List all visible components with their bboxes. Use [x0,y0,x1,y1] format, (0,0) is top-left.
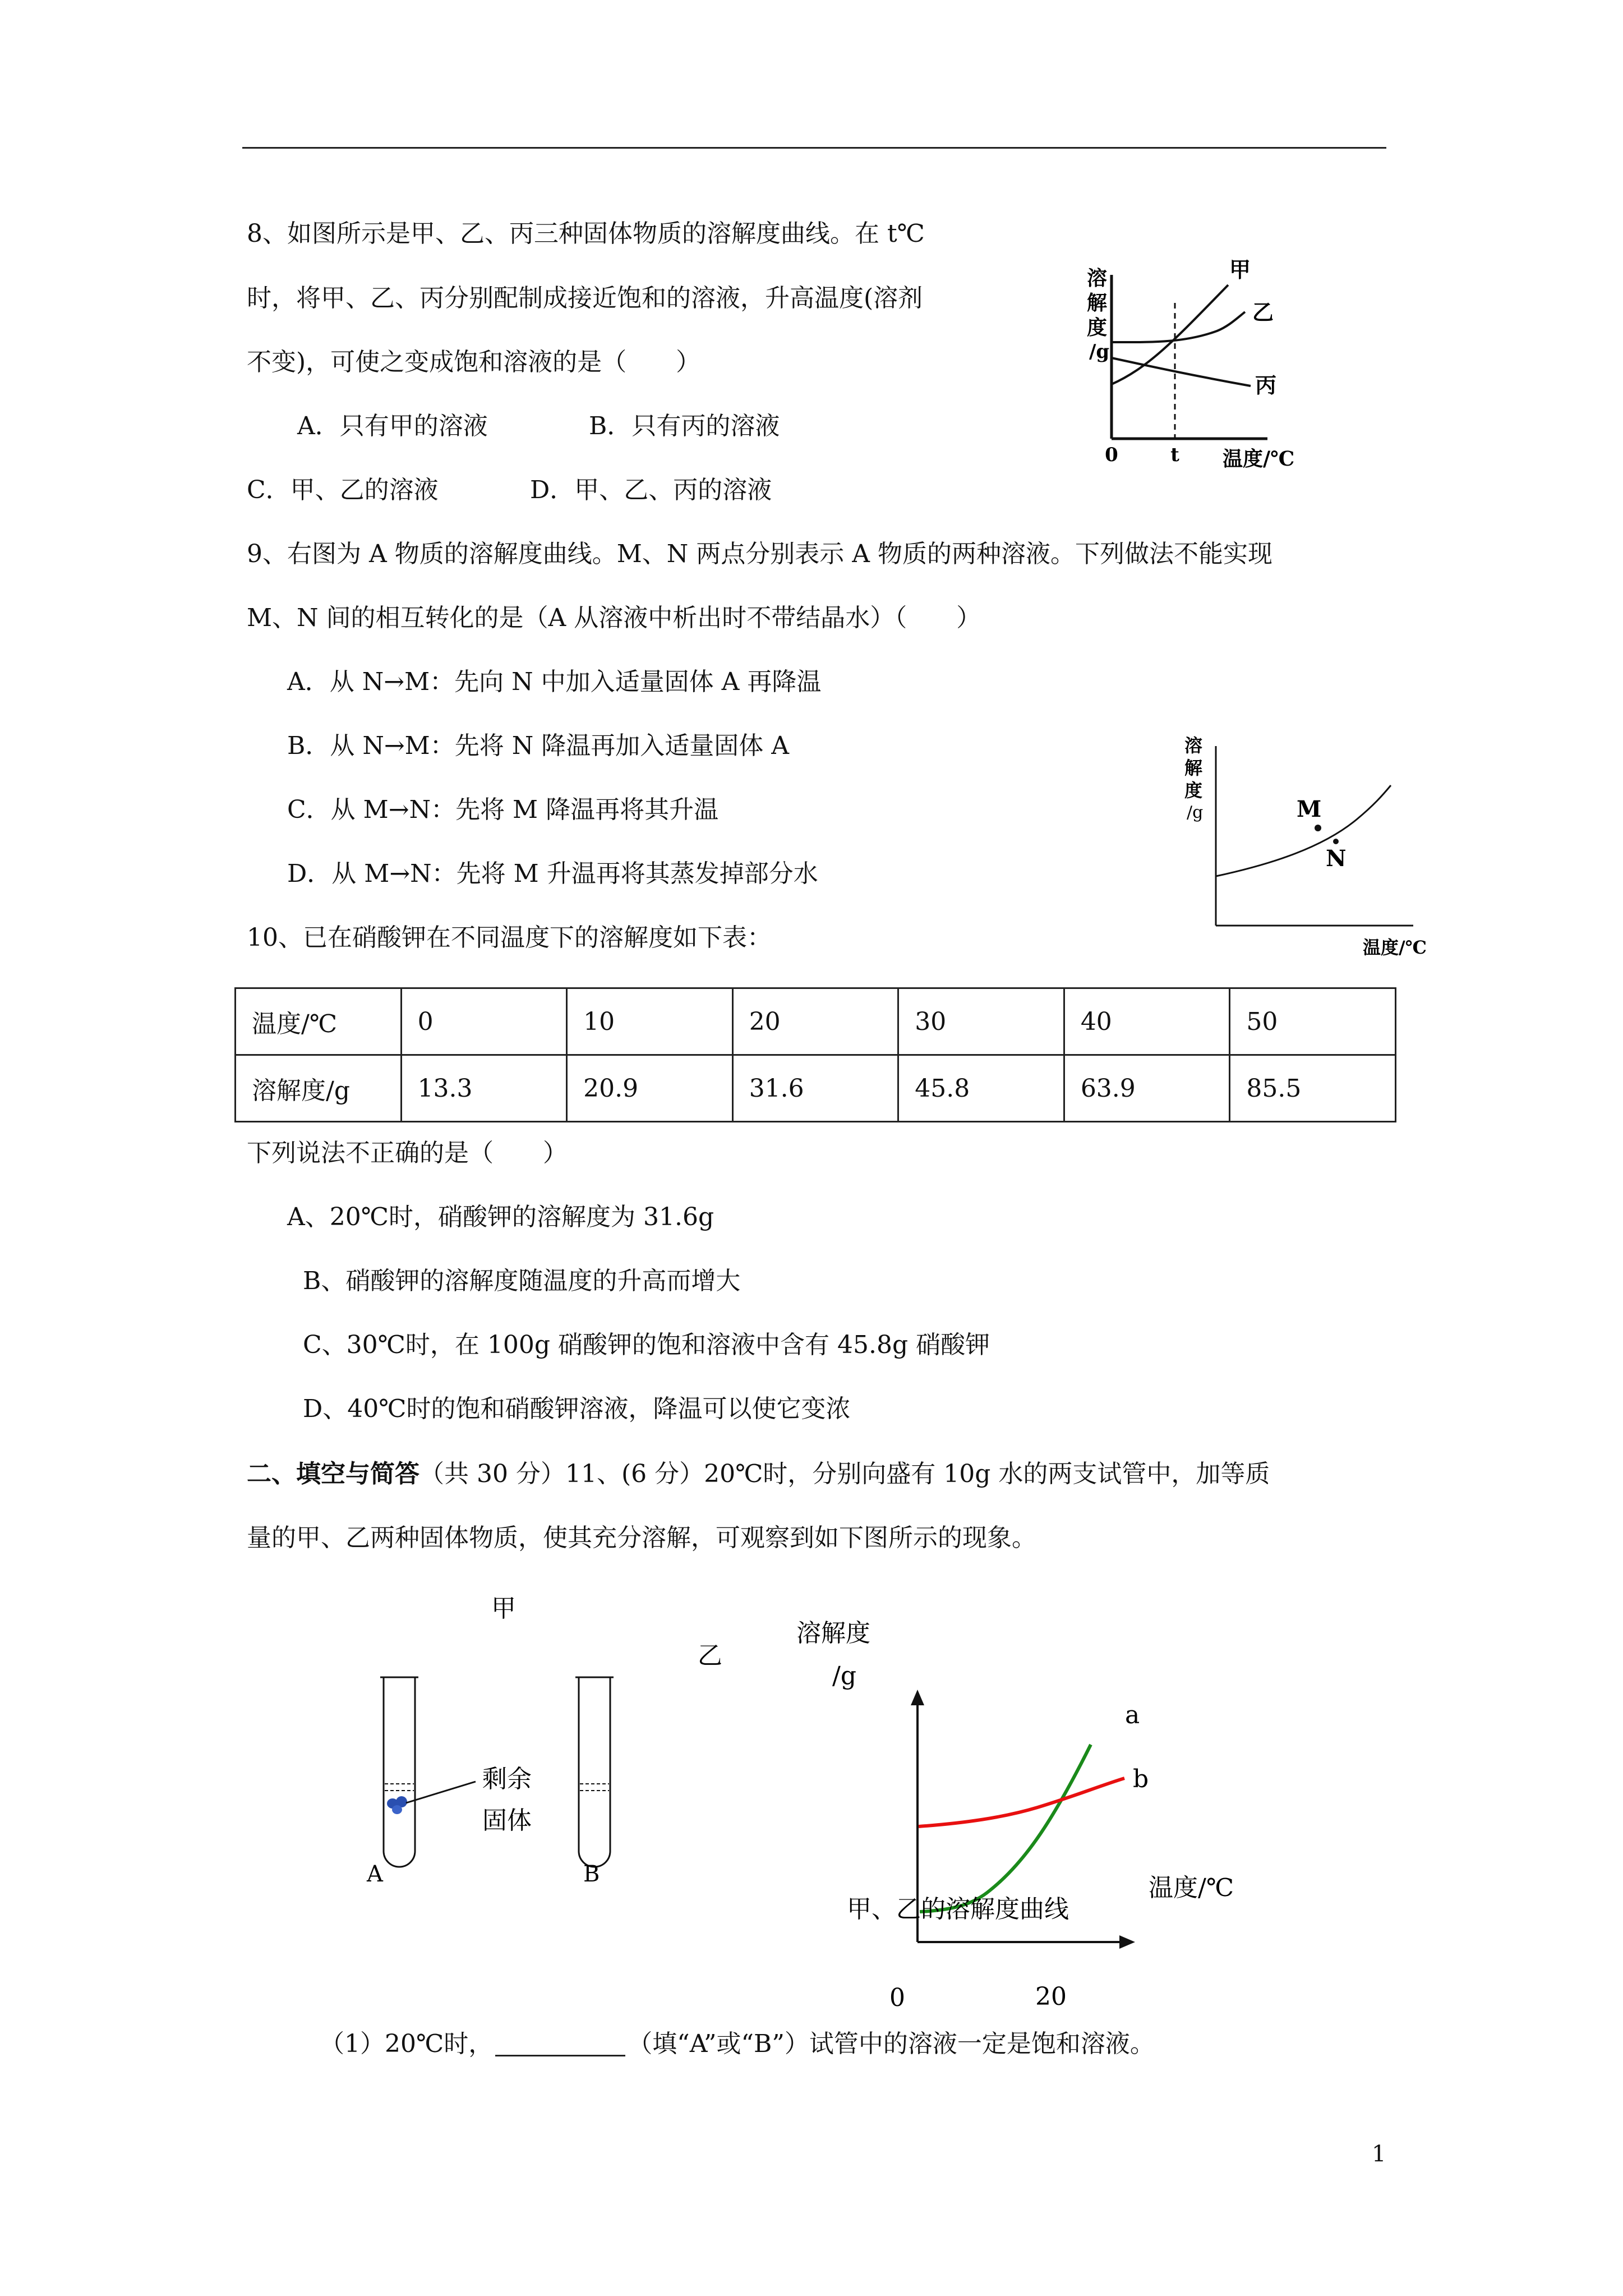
tube-a-label: A [367,1861,383,1887]
q10-intro: 10、已在硝酸钾在不同温度下的溶解度如下表： [247,923,772,952]
section2-line2: 量的甲、乙两种固体物质，使其充分溶解，可观察到如下图所示的现象。 [247,1524,1036,1552]
table-cell: 63.9 [1064,1055,1230,1122]
section2-heading: 二、填空与简答 [247,1460,419,1488]
q10-option-b: B、硝酸钾的溶解度随温度的升高而增大 [303,1267,741,1295]
q9-point-n: N [1326,845,1347,872]
q8-line2: 时，将甲、乙、丙分别配制成接近饱和的溶液，升高温度(溶剂 [247,284,923,312]
q9-xlabel: 温度/℃ [1363,937,1427,958]
table-cell: 0 [401,988,567,1055]
q9-ylabel-3: 度 [1184,780,1203,801]
table-cell: 45.8 [898,1055,1064,1122]
q8-option-d: D．甲、乙、丙的溶液 [530,476,772,504]
q8-line1: 8、如图所示是甲、乙、丙三种固体物质的溶解度曲线。在 t℃ [247,219,925,248]
q11-xlabel: 温度/℃ [1149,1874,1234,1902]
table-cell: 50 [1230,988,1396,1055]
q8-t-mark: t [1170,444,1179,466]
table-header-temperature: 温度/℃ [236,988,402,1055]
q8-ylabel-4: /g [1089,341,1110,363]
q8-option-a: A．只有甲的溶液 [297,412,488,440]
q11-ylabel-1: 溶解度 [796,1619,870,1648]
q8-line3: 不变)，可使之变成饱和溶液的是（ ） [247,348,701,376]
q9-point-m: M [1297,796,1322,822]
q10-option-d: D、40℃时的饱和硝酸钾溶液，降温可以使它变浓 [303,1395,851,1423]
table-cell: 20.9 [567,1055,733,1122]
table-cell: 30 [898,988,1064,1055]
q9-ylabel-4: /g [1187,803,1204,822]
q11-curve-a-label: a [1125,1701,1140,1729]
table-cell: 20 [732,988,898,1055]
test-tube-a [384,1677,415,1867]
q11-label-yi: 乙 [698,1641,722,1670]
q8-ylabel-3: 度 [1087,316,1108,339]
q10-option-a: A、20℃时，硝酸钾的溶解度为 31.6g [287,1203,714,1231]
q11-curve-b-label: b [1133,1765,1149,1793]
residue-solid-3 [392,1805,402,1814]
q8-origin: 0 [1105,444,1118,466]
q8-option-b: B．只有丙的溶液 [589,412,780,440]
q9-line2: M、N 间的相互转化的是（A 从溶液中析出时不带结晶水）（ ） [247,604,981,632]
q8-option-c: C．甲、乙的溶液 [247,476,439,504]
q8-ylabel-2: 解 [1087,291,1108,315]
q11-tick-20: 20 [1035,1982,1067,2011]
table-cell: 31.6 [732,1055,898,1122]
q8-label-bing: 丙 [1255,372,1277,398]
residue-label-1: 剩余 [482,1765,532,1793]
q11-part1-blank [495,2032,625,2056]
q10-option-c: C、30℃时，在 100g 硝酸钾的饱和溶液中含有 45.8g 硝酸钾 [303,1331,990,1359]
q9-ylabel-2: 解 [1184,757,1203,779]
q11-y-axis-arrow [911,1690,924,1705]
q11-part1 [320,2032,1155,2056]
q11-x-axis-arrow [1119,1935,1135,1949]
q11-curve-a [920,1745,1091,1912]
q8-xlabel: 温度/℃ [1223,447,1295,471]
q11-part1-suffix: （填“A”或“B”）试管中的溶液一定是饱和溶液。 [628,2030,1155,2058]
q11-caption: 甲、乙的溶解度曲线 [847,1895,1069,1924]
q9-ylabel-1: 溶 [1184,735,1203,756]
q9-option-c: C．从 M→N：先将 M 降温再将其升温 [287,795,719,824]
test-tube-b [579,1677,610,1867]
residue-pointer-line [406,1782,476,1803]
q11-tick-0: 0 [889,1984,905,2012]
q8-label-yi: 乙 [1252,300,1274,325]
q11-part1-prefix: （1）20℃时， [320,2030,494,2058]
table-cell: 13.3 [401,1055,567,1122]
table-cell: 10 [567,988,733,1055]
q9-option-b: B．从 N→M：先将 N 降温再加入适量固体 A [287,731,789,760]
tube-b-label: B [583,1861,600,1887]
q11-ylabel-2: /g [832,1662,856,1690]
section2-line1-text: （共 30 分）11、(6 分）20℃时，分别向盛有 10g 水的两支试管中，加等质 [419,1460,1270,1488]
table-header-solubility: 溶解度/g [236,1055,402,1122]
q11-curve-b [919,1778,1124,1826]
q8-ylabel-1: 溶 [1087,266,1108,290]
q10-question: 下列说法不正确的是（ ） [247,1139,568,1167]
table-cell: 85.5 [1230,1055,1396,1122]
q9-option-d: D．从 M→N：先将 M 升温再将其蒸发掉部分水 [287,859,818,888]
table-cell: 40 [1064,988,1230,1055]
q9-option-a: A．从 N→M：先向 N 中加入适量固体 A 再降温 [287,668,822,696]
residue-label-2: 固体 [482,1806,532,1835]
page-number: 1 [1372,2141,1386,2167]
q8-label-jia: 甲 [1229,257,1251,282]
q11-label-jia: 甲 [491,1594,516,1623]
q9-line1: 9、右图为 A 物质的溶解度曲线。M、N 两点分别表示 A 物质的两种溶液。下列做法不能实现 [247,540,1273,568]
